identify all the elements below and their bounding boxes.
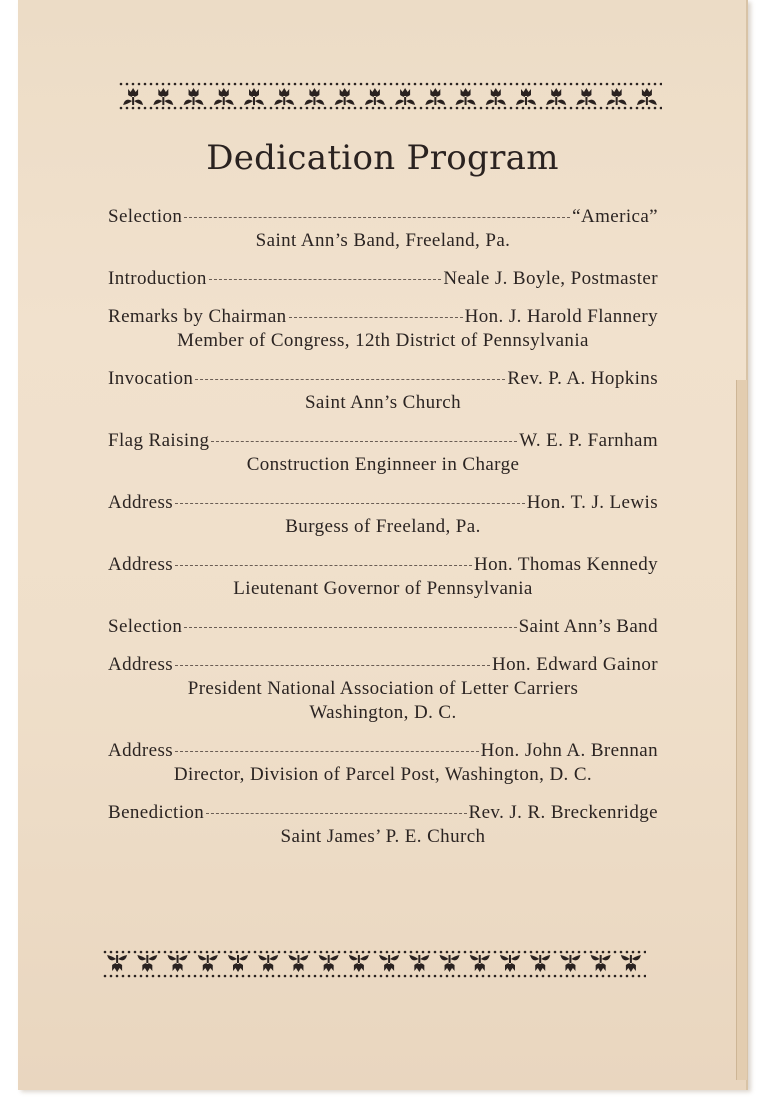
tulip-motif: [107, 955, 127, 972]
program-row: [108, 205, 658, 229]
program-item-value: Rev. J. R. Breckenridge: [468, 802, 658, 823]
tulip-motif: [425, 88, 445, 105]
program-item-label: Benediction: [108, 802, 205, 823]
program-item-value: Hon. Thomas Kennedy: [473, 554, 658, 575]
paper-edge: [736, 380, 747, 1080]
dotted-leader: [175, 751, 479, 752]
program-item-label: Flag Raising: [108, 430, 210, 451]
dotted-leader: [289, 317, 463, 318]
program-item-label: Remarks by Chairman: [108, 306, 287, 327]
program-row: [108, 491, 658, 515]
tulip-motif: [214, 88, 234, 105]
program-item-label: Address: [108, 492, 174, 513]
dotted-leader: [195, 379, 505, 380]
program-row: [108, 267, 658, 291]
tulip-motif: [274, 88, 294, 105]
program-item-detail: Director, Division of Parcel Post, Washington, D. C.: [173, 764, 593, 785]
program-item: [108, 653, 658, 725]
tulip-motif: [621, 955, 641, 972]
program-item: [108, 739, 658, 787]
program-item-value: Neale J. Boyle, Postmaster: [443, 268, 658, 289]
tulip-motif: [198, 955, 218, 972]
tulip-motif: [560, 955, 580, 972]
bottom-ornament-border: [102, 948, 646, 980]
tulip-motif: [456, 88, 476, 105]
program-item-value: Saint Ann’s Band: [518, 616, 658, 637]
tulip-motif: [168, 955, 188, 972]
program-item: [108, 205, 658, 253]
program-row: [108, 801, 658, 825]
program-item-detail: Saint Ann’s Church: [304, 392, 462, 413]
program-item-detail: Construction Enginneer in Charge: [246, 454, 520, 475]
tulip-motif: [470, 955, 490, 972]
tulip-motif: [304, 88, 324, 105]
tulip-motif: [409, 955, 429, 972]
tulip-motif: [486, 88, 506, 105]
page-title: Dedication Program: [206, 138, 559, 178]
dotted-leader: [209, 279, 442, 280]
tulip-motif: [516, 88, 536, 105]
dotted-leader: [184, 217, 570, 218]
tulip-motif: [440, 955, 460, 972]
program-item: [108, 553, 658, 601]
tulip-motif: [244, 88, 264, 105]
program-item-detail: Member of Congress, 12th District of Pennsylvania: [177, 330, 589, 351]
dotted-leader: [211, 441, 517, 442]
program-item-value: Rev. P. A. Hopkins: [507, 368, 658, 389]
program-item-label: Address: [108, 654, 174, 675]
program-item-value: Hon. T. J. Lewis: [526, 492, 658, 513]
program-item-label: Address: [108, 554, 174, 575]
program-row: [108, 653, 658, 677]
program-item: [108, 491, 658, 539]
top-ornament-border: [118, 80, 662, 112]
program-item-value: Hon. John A. Brennan: [480, 740, 658, 761]
dotted-leader: [175, 503, 525, 504]
tulip-motif: [123, 88, 143, 105]
program-item-detail: Lieutenant Governor of Pennsylvania: [233, 578, 533, 599]
tulip-motif: [576, 88, 596, 105]
program-item-detail: Burgess of Freeland, Pa.: [285, 516, 481, 537]
tulip-motif: [228, 955, 248, 972]
tulip-motif: [500, 955, 520, 972]
program-item-label: Selection: [108, 206, 183, 227]
dotted-leader: [175, 565, 472, 566]
program-row: [108, 305, 658, 329]
program-item-detail: Saint James’ P. E. Church: [280, 826, 486, 847]
tulip-motif: [258, 955, 278, 972]
program-item-detail: Washington, D. C.: [309, 702, 457, 723]
program-item-value: Hon. Edward Gainor: [491, 654, 658, 675]
tulip-motif: [365, 88, 385, 105]
program-item: [108, 615, 658, 639]
tulip-motif: [379, 955, 399, 972]
tulip-motif: [288, 955, 308, 972]
tulip-motif: [546, 88, 566, 105]
program-row: [108, 739, 658, 763]
tulip-motif: [335, 88, 355, 105]
tulip-motif: [607, 88, 627, 105]
program-item-label: Selection: [108, 616, 183, 637]
program-list: [108, 205, 658, 863]
program-item-value: “America”: [572, 206, 658, 227]
tulip-motif: [637, 88, 657, 105]
program-item: [108, 267, 658, 291]
program-item-detail: President National Association of Letter Carriers: [187, 678, 579, 699]
program-item-value: W. E. P. Farnham: [519, 430, 658, 451]
program-row: [108, 429, 658, 453]
tulip-motif: [530, 955, 550, 972]
program-row: [108, 553, 658, 577]
tulip-motif: [184, 88, 204, 105]
program-row: [108, 615, 658, 639]
dotted-leader: [175, 665, 490, 666]
program-item-value: Hon. J. Harold Flannery: [464, 306, 658, 327]
program-item-label: Address: [108, 740, 174, 761]
tulip-motif: [349, 955, 369, 972]
program-item: [108, 429, 658, 477]
dotted-leader: [184, 627, 516, 628]
program-item-label: Invocation: [108, 368, 194, 389]
tulip-motif: [591, 955, 611, 972]
tulip-motif: [137, 955, 157, 972]
dotted-leader: [206, 813, 466, 814]
tulip-motif: [395, 88, 415, 105]
tulip-motif: [153, 88, 173, 105]
tulip-motif: [319, 955, 339, 972]
program-item: [108, 367, 658, 415]
program-item: [108, 801, 658, 849]
program-item-detail: Saint Ann’s Band, Freeland, Pa.: [255, 230, 511, 251]
program-item: [108, 305, 658, 353]
program-row: [108, 367, 658, 391]
program-item-label: Introduction: [108, 268, 207, 289]
